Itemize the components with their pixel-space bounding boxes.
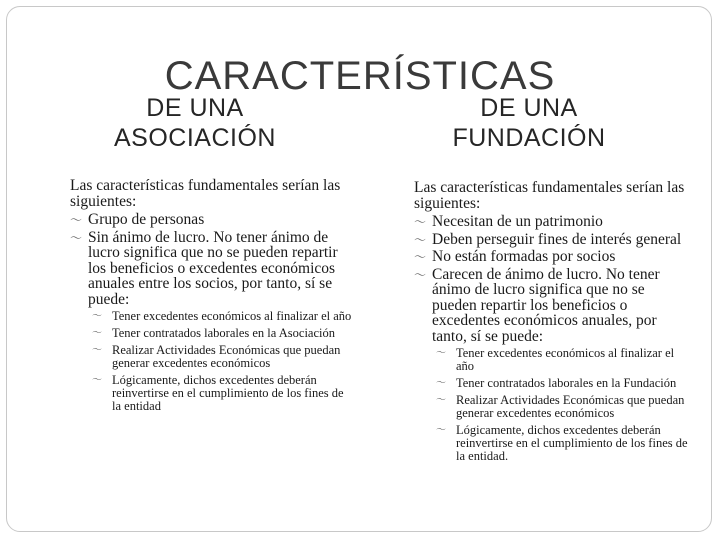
list-item: [414, 214, 692, 230]
wave-dash-icon: 〜: [436, 425, 446, 436]
list-item-text: Grupo de personas: [88, 211, 205, 228]
list-item-text: Necesitan de un patrimonio: [432, 213, 603, 230]
sub-list-item-text: Tener contratados laborales en la Fundación: [456, 376, 677, 390]
sub-list-item-text: Realizar Actividades Económicas que puedan generar excedentes económicos: [112, 343, 341, 370]
association-heading: [90, 93, 300, 153]
foundation-intro: Las características fundamentales serían las siguientes:: [414, 179, 685, 212]
sub-list-item: [436, 347, 692, 373]
list-item-text: Carecen de ánimo de lucro. No tener ánimo de lucro significa que no se pueden repartir los beneficios o excedentes económicos anuales, por tanto, sí se puede:: [432, 265, 660, 345]
sub-list-item: [92, 310, 352, 323]
wave-dash-icon: 〜: [436, 395, 446, 406]
wave-dash-icon: 〜: [414, 215, 427, 229]
association-intro: Las características fundamentales serían las siguientes:: [70, 177, 341, 210]
sub-list-item: [92, 344, 352, 370]
foundation-sub-list: [436, 347, 692, 463]
list-item-text: No están formadas por socios: [432, 248, 616, 265]
association-sub-list: [92, 310, 352, 413]
sub-list-item: [92, 327, 352, 340]
sub-list-item: [436, 424, 692, 463]
wave-dash-icon: 〜: [92, 328, 102, 339]
foundation-column: [414, 180, 692, 467]
list-item: [414, 249, 692, 265]
wave-dash-icon: 〜: [414, 232, 427, 247]
sub-list-item-text: Lógicamente, dichos excedentes deberán reinvertirse en el cumplimiento de los fines de la entidad: [112, 373, 344, 413]
wave-dash-icon: 〜: [436, 348, 446, 359]
list-item: [414, 267, 692, 464]
list-item-text: Deben perseguir fines de interés general: [432, 230, 682, 248]
list-item-text: Sin ánimo de lucro. No tener ánimo de lucro significa que no se pueden repartir los beneficios o excedentes económicos anuales entre los socios, por tanto, sí se puede:: [88, 228, 338, 308]
wave-dash-icon: 〜: [92, 375, 102, 386]
association-bullet-list: [70, 212, 352, 413]
wave-dash-icon: 〜: [92, 345, 102, 356]
wave-dash-icon: 〜: [70, 213, 83, 227]
foundation-heading: [424, 93, 634, 153]
wave-dash-icon: 〜: [414, 267, 427, 282]
slide-title: CARACTERÍSTICAS: [164, 54, 556, 98]
sub-list-item-text: Tener excedentes económicos al finalizar el año: [112, 309, 352, 323]
sub-list-item-text: Tener contratados laborales en la Asociación: [112, 326, 335, 340]
list-item: [414, 232, 692, 248]
sub-list-item: [92, 374, 352, 413]
wave-dash-icon: 〜: [70, 230, 83, 245]
foundation-bullet-list: [414, 214, 692, 463]
association-column: [70, 178, 352, 417]
wave-dash-icon: 〜: [436, 378, 446, 389]
wave-dash-icon: 〜: [92, 311, 102, 322]
association-heading-line1: DE UNA: [146, 94, 244, 122]
sub-list-item-text: Lógicamente, dichos excedentes deberán reinvertirse en el cumplimiento de los fines de la entidad.: [456, 423, 688, 463]
sub-list-item-text: Realizar Actividades Económicas que puedan generar excedentes económicos: [456, 393, 685, 420]
sub-list-item-text: Tener excedentes económicos al finalizar el año: [456, 346, 675, 373]
wave-dash-icon: 〜: [414, 250, 427, 264]
sub-list-item: [436, 377, 692, 390]
association-heading-line2: ASOCIACIÓN: [114, 124, 276, 152]
foundation-heading-line2: FUNDACIÓN: [452, 124, 606, 152]
foundation-heading-line1: DE UNA: [480, 94, 578, 122]
list-item: [70, 212, 352, 228]
list-item: [70, 230, 352, 414]
sub-list-item: [436, 394, 692, 420]
